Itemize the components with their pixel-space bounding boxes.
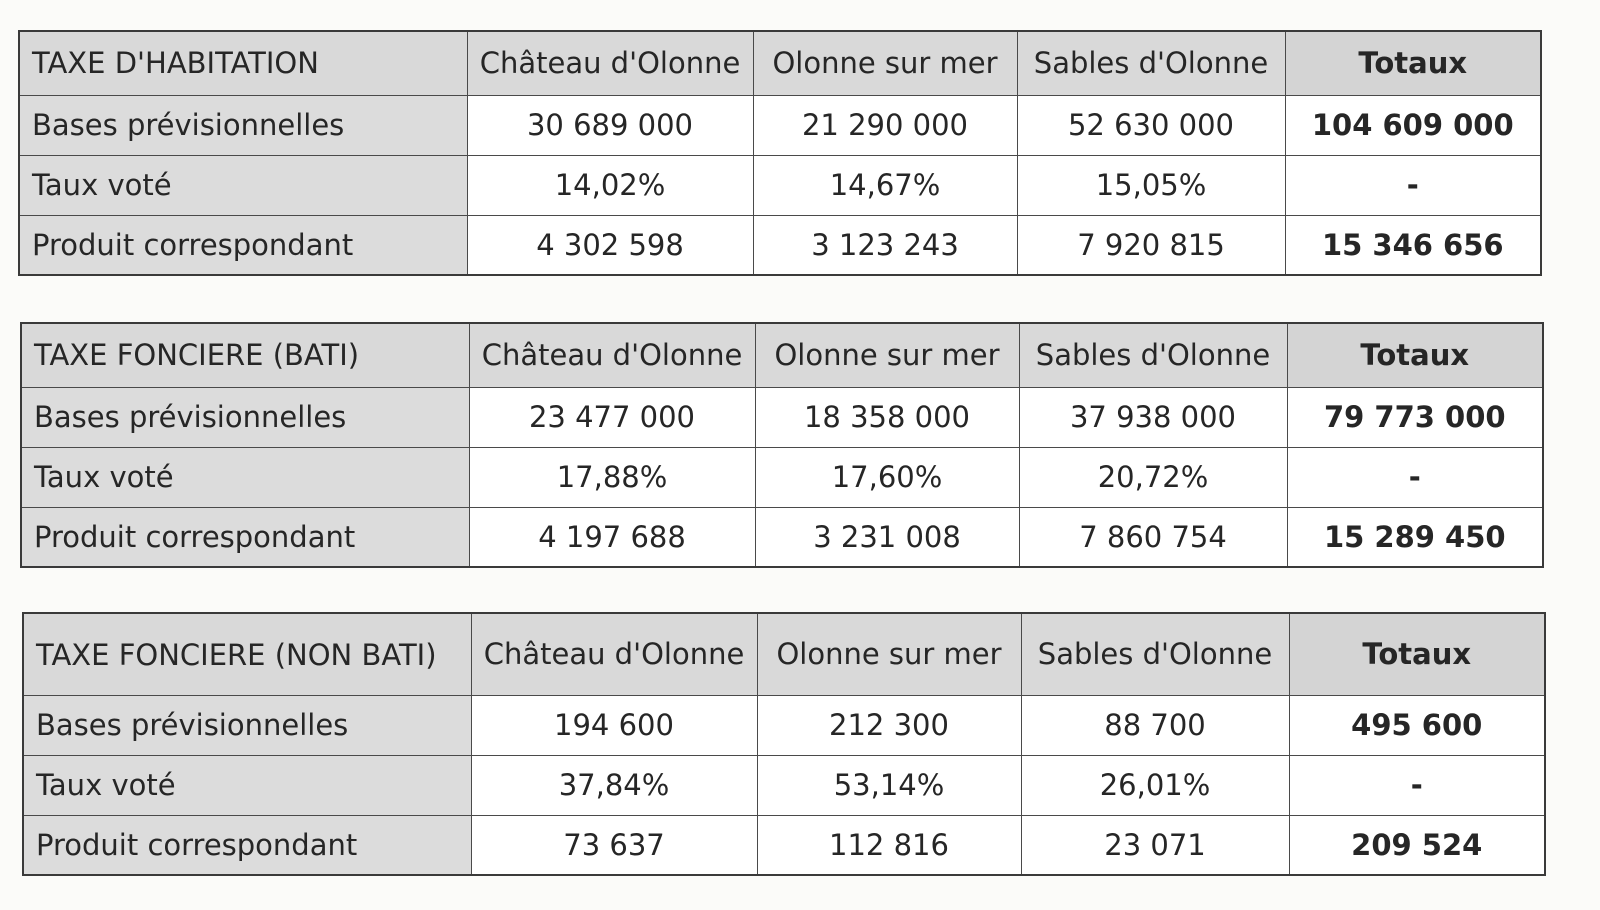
table-row <box>19 95 1541 155</box>
table-cell: 23 477 000 <box>469 387 755 447</box>
column-header: Sables d'Olonne <box>1021 613 1289 695</box>
table-cell: 4 302 598 <box>467 215 753 275</box>
table-title: TAXE FONCIERE (BATI) <box>21 323 469 387</box>
column-header: Sables d'Olonne <box>1019 323 1287 387</box>
total-cell: 79 773 000 <box>1287 387 1543 447</box>
row-label: Bases prévisionnelles <box>21 387 469 447</box>
total-cell: - <box>1289 755 1545 815</box>
table-cell: 112 816 <box>757 815 1021 875</box>
table-row <box>21 507 1543 567</box>
column-header-totals: Totaux <box>1289 613 1545 695</box>
table-cell: 23 071 <box>1021 815 1289 875</box>
column-header: Château d'Olonne <box>469 323 755 387</box>
table-cell: 15,05% <box>1017 155 1285 215</box>
table-cell: 3 231 008 <box>755 507 1019 567</box>
column-header: Olonne sur mer <box>757 613 1021 695</box>
total-cell: 104 609 000 <box>1285 95 1541 155</box>
column-header: Sables d'Olonne <box>1017 31 1285 95</box>
table-cell: 73 637 <box>471 815 757 875</box>
table-cell: 212 300 <box>757 695 1021 755</box>
row-label: Taux voté <box>19 155 467 215</box>
row-label: Produit correspondant <box>21 507 469 567</box>
column-header: Château d'Olonne <box>467 31 753 95</box>
total-cell: 495 600 <box>1289 695 1545 755</box>
row-label: Produit correspondant <box>19 215 467 275</box>
table-title: TAXE D'HABITATION <box>19 31 467 95</box>
total-cell: 15 346 656 <box>1285 215 1541 275</box>
table-cell: 194 600 <box>471 695 757 755</box>
total-cell: - <box>1287 447 1543 507</box>
table-cell: 37,84% <box>471 755 757 815</box>
table-cell: 37 938 000 <box>1019 387 1287 447</box>
table-cell: 88 700 <box>1021 695 1289 755</box>
table-header-row <box>19 31 1541 95</box>
table-cell: 53,14% <box>757 755 1021 815</box>
row-label: Taux voté <box>21 447 469 507</box>
taxe-fonciere-non-bati-table <box>22 612 1546 876</box>
table-cell: 21 290 000 <box>753 95 1017 155</box>
table-cell: 4 197 688 <box>469 507 755 567</box>
table-row <box>23 815 1545 875</box>
table-row <box>21 387 1543 447</box>
table-cell: 17,60% <box>755 447 1019 507</box>
table-cell: 14,67% <box>753 155 1017 215</box>
column-header: Olonne sur mer <box>755 323 1019 387</box>
table-cell: 17,88% <box>469 447 755 507</box>
table-header-row <box>21 323 1543 387</box>
total-cell: 209 524 <box>1289 815 1545 875</box>
row-label: Taux voté <box>23 755 471 815</box>
column-header: Olonne sur mer <box>753 31 1017 95</box>
total-cell: 15 289 450 <box>1287 507 1543 567</box>
column-header-totals: Totaux <box>1287 323 1543 387</box>
table-title: TAXE FONCIERE (NON BATI) <box>23 613 471 695</box>
total-cell: - <box>1285 155 1541 215</box>
column-header: Château d'Olonne <box>471 613 757 695</box>
row-label: Produit correspondant <box>23 815 471 875</box>
table-cell: 26,01% <box>1021 755 1289 815</box>
column-header-totals: Totaux <box>1285 31 1541 95</box>
table-cell: 20,72% <box>1019 447 1287 507</box>
taxe-fonciere-bati-table <box>20 322 1544 568</box>
table-row <box>19 215 1541 275</box>
table-cell: 7 920 815 <box>1017 215 1285 275</box>
table-cell: 14,02% <box>467 155 753 215</box>
row-label: Bases prévisionnelles <box>23 695 471 755</box>
row-label: Bases prévisionnelles <box>19 95 467 155</box>
table-cell: 52 630 000 <box>1017 95 1285 155</box>
table-cell: 7 860 754 <box>1019 507 1287 567</box>
taxe-habitation-table <box>18 30 1542 276</box>
table-row <box>19 155 1541 215</box>
table-cell: 30 689 000 <box>467 95 753 155</box>
table-cell: 18 358 000 <box>755 387 1019 447</box>
table-cell: 3 123 243 <box>753 215 1017 275</box>
table-row <box>23 695 1545 755</box>
table-row <box>23 755 1545 815</box>
table-header-row <box>23 613 1545 695</box>
table-row <box>21 447 1543 507</box>
